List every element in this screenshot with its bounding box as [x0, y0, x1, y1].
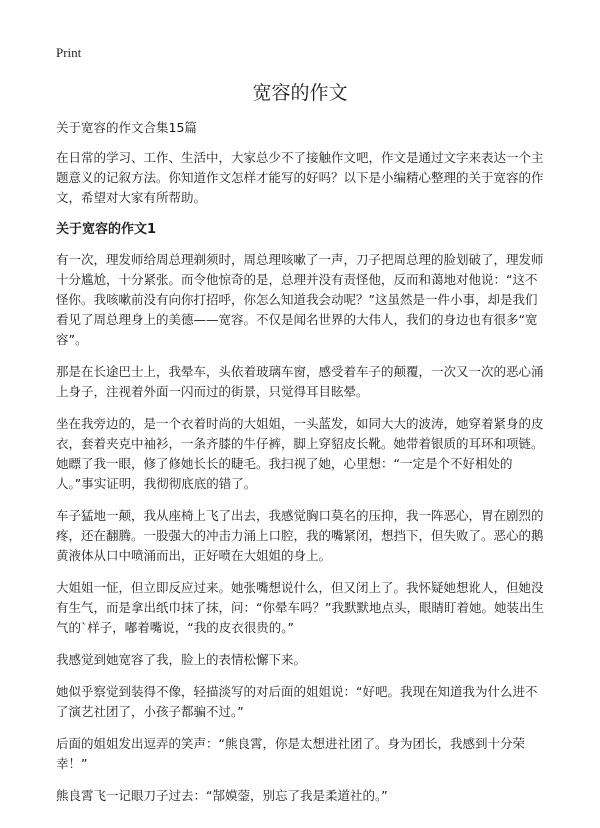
- paragraph: 有一次，理发师给周总理剃须时，周总理咳嗽了一声，刀子把周总理的脸划破了，理发师十分尴尬，十分紧张。而令他惊奇的是，总理并没有责怪他，反而和蔼地对他说：“这不怪你。我咳嗽前没有向你打招呼，你怎么知道我会动呢？”这虽然是一件小事，却是我们看见了周总理身上的美德——宽容。不仅是闻名世界的大伟人，我们的身边也有很多“宽容”。: [56, 252, 544, 347]
- page-title: 宽容的作文: [252, 82, 348, 104]
- paragraph: 熊良霄飞一记眼刀子过去：“郜嫫蓥，别忘了我是柔道社的。”: [56, 788, 388, 803]
- paragraph: 坐在我旁边的，是一个衣着时尚的大姐姐，一头蓝发，如同大大的波涛，她穿着紧身的皮衣，套着夹克中袖衫，一条齐膝的牛仔裤，脚上穿貂皮长靴。她带着银质的耳环和项链。她瞟了我一眼，修了修她长长的睫毛。我扫视了她，心里想：“一定是个不好相处的人。”事实证明，我彻彻底底的错了。: [56, 416, 544, 491]
- section-heading: 关于宽容的作文1: [56, 222, 157, 237]
- article-subtitle: 关于宽容的作文合集15篇: [56, 120, 197, 135]
- paragraph: 我感觉到她宽容了我，脸上的表情松懈下来。: [56, 652, 307, 667]
- paragraph: 后面的姐姐发出逗弄的笑声：“熊良霄，你是太想进社团了。身为团长，我感到十分荣幸！”: [56, 736, 525, 771]
- article-body: [56, 118, 544, 818]
- print-link[interactable]: Print: [56, 45, 82, 60]
- intro-paragraph: 在日常的学习、工作、生活中，大家总少不了接触作文吧，作文是通过文字来表达一个主题意义的记叙方法。你知道作文怎样才能写的好吗？以下是小编精心整理的关于宽容的作文，希望对大家有所帮助。: [56, 150, 544, 205]
- paragraph: 她似乎察觉到装得不像，轻描淡写的对后面的姐姐说：“好吧。我现在知道我为什么进不了演艺社团了，小孩子都骗不过。”: [56, 684, 538, 719]
- paragraph: 车子猛地一颠，我从座椅上飞了出去，我感觉胸口莫名的压抑，我一阵恶心，胃在剧烈的疼，还在翻腾。一股强大的冲击力涌上口腔，我的嘴紧闭，想挡下，但失败了。恶心的鹅黄液体从口中喷涌而出，正好喷在大姐姐的身上。: [56, 508, 544, 563]
- paragraph: 大姐姐一怔，但立即反应过来。她张嘴想说什么，但又闭上了。我怀疑她想讹人，但她没有生气，而是拿出纸巾抹了抹，问：“你晕车吗？”我默默地点头，眼睛盯着她。她装出生气的`样子，嘟着嘴说，“我的皮衣很贵的。”: [56, 580, 544, 635]
- paragraph: 那是在长途巴士上，我晕车，头依着玻璃车窗，感受着车子的颠覆，一次又一次的恶心涌上身子，注视着外面一闪而过的街景，只觉得耳目眩晕。: [56, 364, 544, 399]
